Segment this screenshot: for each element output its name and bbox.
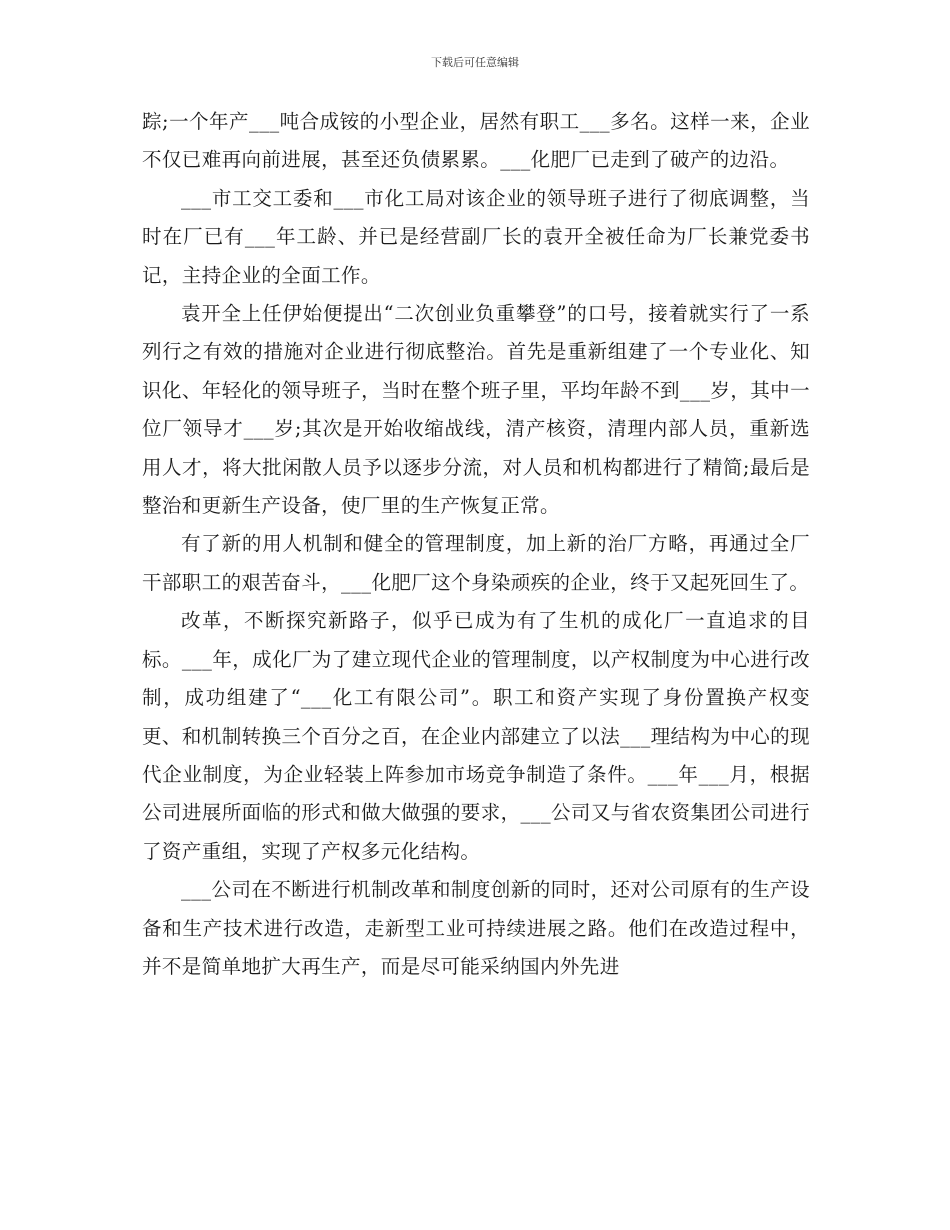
paragraph-3: 袁开全上任伊始便提出“二次创业负重攀登”的口号，接着就实行了一系列行之有效的措施对企业进行彻底整治。首先是重新组建了一个专业化、知识化、年轻化的领导班子，当时在整个班子里，平均年龄不到___岁，其中一位厂领导才___岁;其次是开始收缩战线，清产核资，清理内部人员，重新选用人才，将大批闲散人员予以逐步分流，对人员和机构都进行了精简;最后是整治和更新生产设备，使厂里的生产恢复正常。 — [142, 302, 810, 518]
paragraph-4: 有了新的用人机制和健全的管理制度，加上新的治厂方略，再通过全厂干部职工的艰苦奋斗，___化肥厂这个身染顽疾的企业，终于又起死回生了。 — [142, 532, 810, 594]
document-body — [142, 103, 810, 986]
paragraph-2: ___市工交工委和___市化工局对该企业的领导班子进行了彻底调整，当时在厂已有___年工龄、并已是经营副厂长的袁开全被任命为厂长兼党委书记，主持企业的全面工作。 — [142, 186, 810, 287]
paragraph-6: ___公司在不断进行机制改革和制度创新的同时，还对公司原有的生产设备和生产技术进行改造，走新型工业可持续进展之路。他们在改造过程中，并不是简单地扩大再生产，而是尽可能采纳国内外先进 — [142, 878, 810, 978]
paragraph-1: 踪;一个年产___吨合成铵的小型企业，居然有职工___多名。这样一来，企业不仅已难再向前进展，甚至还负债累累。___化肥厂已走到了破产的边沿。 — [142, 110, 810, 172]
paragraph-5: 改革，不断探究新路子，似乎已成为有了生机的成化厂一直追求的目标。___年，成化厂为了建立现代企业的管理制度，以产权制度为中心进行改制，成功组建了“___化工有限公司”。职工和资产实现了身份置换产权变更、和机制转换三个百分之百，在企业内部建立了以法___理结构为中心的现代企业制度，为企业轻装上阵参加市场竞争制造了条件。___年___月，根据公司进展所面临的形式和做大做强的要求，___公司又与省农资集团公司进行了资产重组，实现了产权多元化结构。 — [142, 609, 810, 863]
page-header: 下载后可任意编辑 — [431, 56, 519, 69]
